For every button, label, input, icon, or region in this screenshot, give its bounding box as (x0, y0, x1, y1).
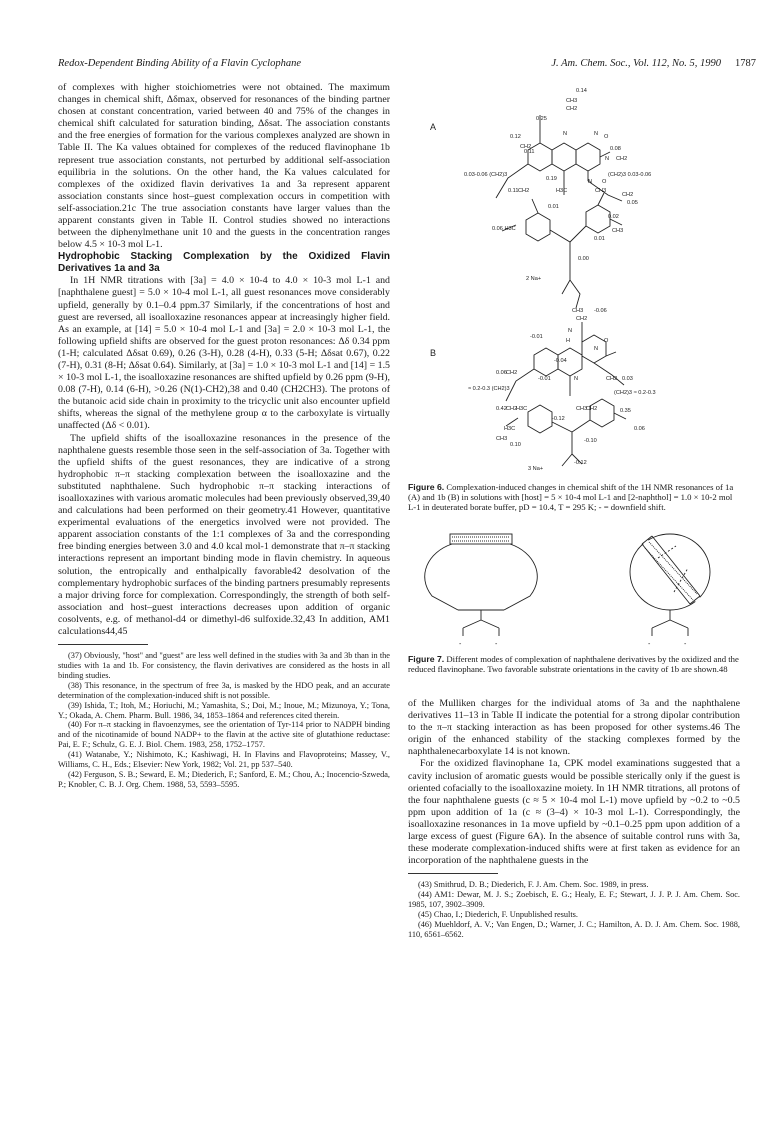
structure-label: 0.19 (546, 176, 557, 182)
structure-label: 0.03-0.06 (CH2)3 (464, 172, 508, 178)
charge-label: - (459, 641, 462, 648)
footnote: (39) Ishida, T.; Itoh, M.; Horiuchi, M.; Yamashita, S.; Doi, M.; Inoue, M.; Mizunoya, Y.; Tona, Y.; Okada, A. Chem. Pharm. Bull. 1986, 34, 1853–1864 and references cited therein. (58, 700, 390, 720)
caption-text: Different modes of complexation of naphthalene derivatives by the oxidized and the reduced flavinophane. Two favorable substrate orientations in the cavity of 1b are shown.48 (408, 654, 739, 675)
journal-citation: J. Am. Chem. Soc., Vol. 112, No. 5, 1990 (551, 58, 721, 69)
structure-label: 3 Na+ (528, 466, 544, 472)
caption-text: Complexation-induced changes in chemical shift of the 1H NMR resonances of 1a (A) and 1b (B) in solutions with [host] = 5 × 10-4 mol L-1 and [2-naphthol] = 1.0 × 10-2 mol L-1 in deuterated borate buffer, pD = 10.4, T = 295 K; - = downfield shift. (408, 482, 734, 513)
page-number: 1787 (735, 58, 756, 69)
structure-label: 2 Na+ (526, 276, 542, 282)
structure-label: CH3 (576, 406, 588, 412)
structure-label: O (604, 338, 609, 344)
structure-label: 0.12 (510, 134, 521, 140)
structure-label: 0.11 (508, 188, 519, 194)
structure-label: CH3 (566, 98, 578, 104)
structure-label: CH2 (616, 156, 628, 162)
structure-label: -0.12 (552, 416, 565, 422)
footnote: (40) For π–π stacking in flavoenzymes, see the orientation of Tyr-114 prior to NADPH binding and of the nicotinamide of bound NADP+ to the flavin at the active site of glutathione reductase: Pai, E. F.; Schulz, G. E. J. Biol. Chem. 1983, 258, 1752–1757. (58, 720, 390, 750)
structure-label: 0.06 (496, 370, 507, 376)
structure-label: -0.01 (530, 334, 543, 340)
footnotes (58, 651, 390, 790)
structure-label: CH2 (518, 188, 530, 194)
structure-label: -0.01 (538, 376, 551, 382)
charge-label: - (648, 641, 651, 648)
structure-label: ≈ 0.2-0.3 (CH2)3 (468, 386, 510, 392)
structure-label: 0.25 (536, 116, 547, 122)
structure-label: CH3 (572, 308, 584, 314)
structure-label: H3C (556, 188, 568, 194)
structure-label: N (594, 131, 599, 137)
structure-label: 0.35 (620, 408, 631, 414)
paragraph: For the oxidized flavinophane 1a, CPK model examinations suggested that a cavity inclusion of aromatic guests would be possible sterically only if the guest is oriented cofacially to the isoalloxazine moiety. In 1H NMR titrations, all protons of the four naphthalene guests (c ≈ 5 × 10-4 mol L-1) move upfield by ~0.2 to ~0.5 ppm upon addition of 1a (c ≈ (3–4) × 10-3 mol L-1). Correspondingly, the isoalloxazine resonances in 1a move upfield by ~0.1–0.25 ppm upon addition of a large excess of guest (Figure 6A). In the absence of suitable control runs with 3a, these moderate complexation-induced shifts were at first taken as evidence for an incorporation of the naphthalene guests in the (408, 758, 740, 867)
structure-label: 0.06 (634, 426, 645, 432)
footnote-divider (408, 873, 498, 874)
structure-label: N (563, 131, 568, 137)
charge-label: - (495, 641, 498, 648)
footnote: (37) Obviously, "host" and "guest" are less well defined in the studies with 3a and 3b than in the studies with 1a and 1b. For consistency, the flavin derivatives are considered as the hosts in all binding studies. (58, 651, 390, 680)
structure-label: -0.04 (554, 358, 567, 364)
footnote: (42) Ferguson, S. B.; Seward, E. M.; Diederich, F.; Sanford, E. M.; Chou, A.; Inocencio-Szweda, P.; Knobler, C. B. J. Org. Chem. 1988, 53, 5593–5595. (58, 770, 390, 789)
structure-label: N (574, 376, 579, 382)
structure-label: O (604, 134, 609, 140)
footnote: (44) AM1: Dewar, M. J. S.; Zoebisch, E. G.; Healy, E. F.; Stewart, J. J. P. J. Am. Chem. Soc. 1985, 107, 3902–3909. (408, 890, 740, 910)
structure-label: O (602, 179, 607, 185)
left-column (58, 82, 390, 790)
structure-label: CH3 (595, 188, 607, 194)
structure-label: N (588, 179, 593, 185)
section-heading: Hydrophobic Stacking Complexation by the Oxidized Flavin Derivatives 1a and 3a (58, 251, 390, 275)
structure-label: 0.08 (610, 146, 621, 152)
structure-label: (CH2)3 ≈ 0.2-0.3 (614, 390, 656, 396)
structure-label: -0.06 (594, 308, 607, 314)
structure-label: 0.14 (576, 88, 587, 94)
caption-label: Figure 6. (408, 482, 445, 492)
footnote: (43) Smithrud, D. B.; Diederich, F. J. Am. Chem. Soc. 1989, in press. (418, 880, 649, 890)
structure-label: CH2 (566, 106, 578, 112)
structure-label: N (594, 346, 599, 352)
structure-label: (CH2)3 0.03-0.06 (608, 172, 652, 178)
footnote: (41) Watanabe, Y.; Nishimoto, K.; Kashiwagi, H. In Flavins and Flavoproteins; Massey, V., Williams, C. H., Eds.; Elsevier: New York, 1982; Vol. 21, pp 537–540. (58, 750, 390, 770)
figure-7-caption (408, 654, 740, 674)
structure-label: -0.12 (574, 460, 587, 466)
footnote-divider (58, 644, 148, 645)
panel-label: A (430, 122, 437, 132)
structure-label: 0.03 (622, 376, 633, 382)
panel-label: B (430, 348, 437, 358)
paragraph: of complexes with higher stoichiometries were not obtained. The maximum changes in chemical shift, Δδmax, observed for resonances of the binding partner chosen at constant concentration, varied between 40 and 75% of the changes in chemical shift calculated for saturation binding, Δδsat. The association constants and the free energies of formation for the various complexes analyzed are shown in Table II. The Ka values obtained for complexes of the reduced flavinophane 1b represent true association constants, not perturbed by additional self-association equilibria in the solutions. On the other hand, the Ka values calculated for complexes of the oxidized flavin derivatives 1a and 3a represent apparent association constants since host–guest complexation occurs in competition with self-association.21c The true association constants have larger values than the apparent constants given in Table II. Control studies showed no interactions between the diphenylmethane unit 10 and the guests in the concentration ranges below 4.5 × 10-3 mol L-1. (58, 82, 390, 251)
right-column (408, 698, 740, 940)
structure-label: CH2 (506, 370, 518, 376)
structure-label: 0.10 (510, 442, 521, 448)
paragraph: The upfield shifts of the isoalloxazine resonances in the presence of the naphthalene guests resemble those seen in the self-association of 3a. Together with the upfield shifts of the guest resonances, they are indicative of a strong hydrophobic π–π stacking complexation between the isoalloxazine and the substituted naphthalene. Such hydrophobic π–π stacking interactions of isoalloxazines with various aromatic molecules had been previously observed,39,40 and calculations had been performed on their geometry.41 However, quantitative experimental evaluations of the energetics involved were not provided. The apparent association constants of the 1:1 complexes of 3a and the corresponding free binding energies between 3.0 and 4.0 kcal mol-1 demonstrate that π–π stacking interactions represent an important binding mode in flavin chemistry. In aqueous solution, the entropically and enthalpically favorable42 desolvation of the complementary hydrophobic surfaces of the binding partners presumably represents a major driving force for complexation. Correspondingly, the strength of both self-association and host–guest interactions decreases upon addition of organic cosolvents, e.g. of methanol-d4 or dimethyl-d6 sulfoxide.32,43 In addition, AM1 calculations44,45 (58, 432, 390, 638)
structure-label: H3C (504, 426, 516, 432)
figure-6-caption (408, 482, 740, 513)
structure-label: CH2 (606, 376, 618, 382)
charge-label: - (684, 641, 687, 648)
footnotes (408, 880, 740, 939)
structure-label: 0.01 (548, 204, 559, 210)
running-header-title: Redox-Dependent Binding Ability of a Flavin Cyclophane (58, 58, 301, 69)
structure-label: 0.06 H3C (492, 226, 516, 232)
structure-label: H (566, 338, 571, 344)
paragraph: In 1H NMR titrations with [3a] = 4.0 × 10-4 to 4.0 × 10-3 mol L-1 and [naphthalene guest] = 5.0 × 10-4 mol L-1, all guest resonances move considerably upfield, generally by 0.1–0.4 ppm.37 Similarly, if the concentrations of host and guest are reversed, all isoalloxazine resonances appear at increasingly higher field. As an example, at [14] = 5.0 × 10-4 mol L-1 and [3a] = 2.0 × 10-3 mol L-1, the following upfield shifts are observed for the guest proton resonances: Δδ 0.34 ppm (1-H; calculated Δδsat 0.69), 0.26 (3-H), 0.28 (4-H), 0.33 (5-H; Δδsat 0.67), 0.22 (7-H), 0.31 (8-H; Δδsat 0.64). Similarly, at [3a] = 1.0 × 10-3 mol L-1 and [14] = 1.5 × 10-3 mol L-1, the isoalloxazine resonances are shifted upfield by 0.26 ppm (9-H), 0.08 (7-H), 0.14 (6-H), >0.26 (N(1)-CH2),38 and 0.40 (CH2CH3). The protons of the butanoic acid side chain in proximity to the tricyclic unit also encounter upfield shifts, whereas the signal of the methylene group α to the carboxylate is virtually unaffected (Δδ < 0.01). (58, 275, 390, 432)
structure-label: 0.11 (524, 149, 535, 155)
structure-label: CH3 (496, 436, 508, 442)
footnote: (45) Chao, I.; Diederich, F. Unpublished results. (418, 910, 578, 920)
structure-label: N (568, 328, 573, 334)
structure-label: CH2 (520, 144, 532, 150)
structure-label: CH2 (506, 406, 518, 412)
running-header-journal (551, 58, 756, 69)
structure-label: N (605, 156, 610, 162)
figure-7-diagram (408, 528, 748, 650)
structure-label: -0.10 (584, 438, 597, 444)
structure-label: CH2 (622, 192, 634, 198)
footnote: (46) Muehldorf, A. V.; Van Engen, D.; Warner, J. C.; Hamilton, A. D. J. Am. Chem. Soc. 1988, 110, 6561–6562. (408, 919, 740, 939)
structure-label: 0.00 (578, 256, 589, 262)
footnote: (38) This resonance, in the spectrum of free 3a, is masked by the HDO peak, and an accurate determination of the complexation-induced shift is not possible. (58, 680, 390, 700)
structure-label: 0.42 (496, 406, 507, 412)
structure-label: CH2 (576, 316, 588, 322)
structure-label: CH3 (612, 228, 624, 234)
structure-label: 0.05 (627, 200, 638, 206)
structure-label: H3C (516, 406, 528, 412)
paragraph: of the Mulliken charges for the individual atoms of 3a and the naphthalene derivatives 11–13 in Table II indicate the potential for a strong dipolar contribution to the π–π stacking interaction as has been proposed for other systems.46 The origin of the enhanced stability of the stacking complexes formed by the naphthalenecarboxylate 14 is not known. (408, 698, 740, 758)
structure-label: 0.01 (594, 236, 605, 242)
structure-label: CH2 (586, 406, 598, 412)
structure-label: 0.02 (608, 214, 619, 220)
figure-6-structures (408, 80, 748, 478)
caption-label: Figure 7. (408, 654, 445, 664)
